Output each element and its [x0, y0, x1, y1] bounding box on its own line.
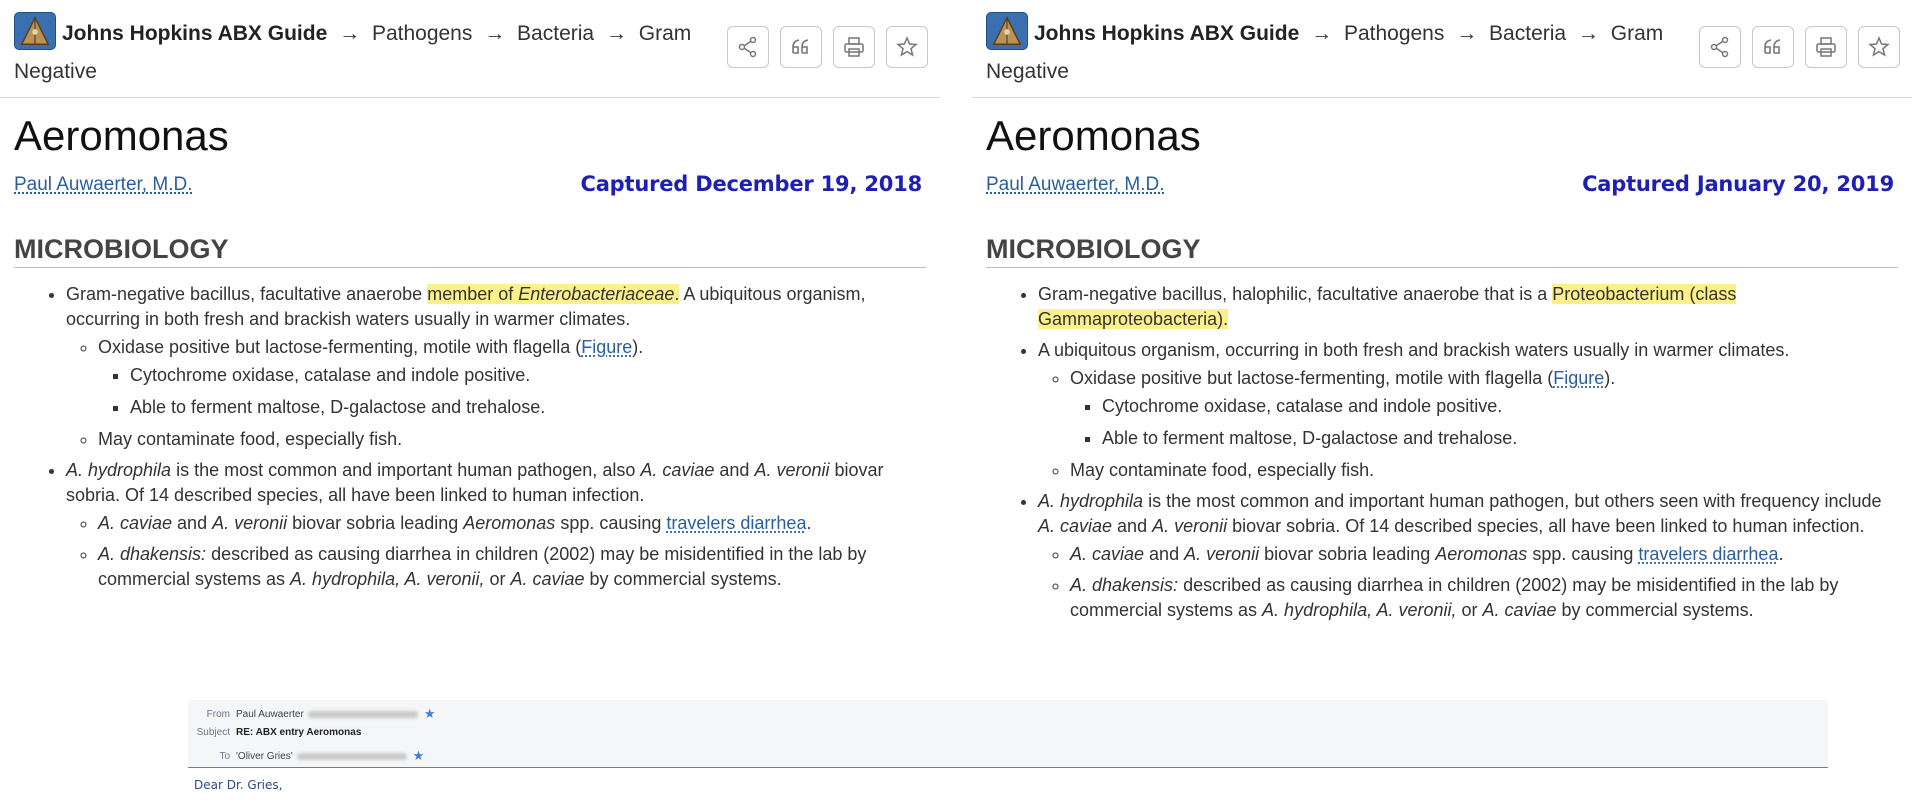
travelers-diarrhea-link[interactable]: travelers diarrhea: [666, 513, 807, 533]
breadcrumb-arrow: →: [1311, 22, 1333, 45]
microbiology-content: [40, 282, 918, 598]
favorite-button[interactable]: [886, 26, 928, 68]
list-item: ◦ May contaminate food, especially fish.: [98, 427, 918, 452]
email-snippet: [188, 700, 1828, 805]
quote-icon: [789, 35, 813, 59]
abx-logo-icon[interactable]: [14, 12, 56, 50]
email-header: [188, 700, 1828, 768]
breadcrumb-bacteria[interactable]: Bacteria: [1489, 22, 1567, 45]
list-item: ◦ A. dhakensis: described as causing diarrhea in children (2002) may be misidentified in the lab by commercial systems as A. hydrophila, A. veronii, or A. caviae by commercial systems.: [1070, 573, 1890, 623]
figure-link[interactable]: Figure: [1553, 368, 1605, 388]
breadcrumb-site[interactable]: Johns Hopkins ABX Guide: [1034, 22, 1300, 45]
page-title: Aeromonas: [14, 112, 229, 159]
list-item: ◦ Oxidase positive but lactose-fermenting, motile with flagella (Figure). ▪ Cytochrome oxidase, catalase and indole positive. ▪ Able to ferment maltose, D-galactose and trehalose.: [1070, 366, 1890, 451]
list-item: ▪ Cytochrome oxidase, catalase and indole positive.: [1102, 394, 1890, 419]
list-item: ◦ Oxidase positive but lactose-fermenting, motile with flagella (Figure). ▪ Cytochrome oxidase, catalase and indole positive. ▪ Able to ferment maltose, D-galactose and trehalose.: [98, 335, 918, 420]
star-icon[interactable]: ★: [412, 748, 425, 763]
to-label: To: [219, 750, 230, 762]
header-bar: [972, 0, 1912, 98]
figure-link[interactable]: Figure: [581, 337, 633, 357]
list-item: ▪ Able to ferment maltose, D-galactose and trehalose.: [1102, 426, 1890, 451]
favorite-button[interactable]: [1858, 26, 1900, 68]
star-icon: [895, 35, 919, 59]
list-item: • A. hydrophila is the most common and important human pathogen, also A. caviae and A. veronii biovar sobria. Of 14 described species, all have been linked to human infection. ◦ A. caviae and A. veronii biovar sobria leading Aeromonas spp. causing travelers diarrhea. ◦ A. dhakensis: described as causing diarrhea in children (2002) may be misidentified in the lab by commercial systems as A. hydrophila, A. veronii, or A. caviae by commercial systems.: [66, 458, 918, 592]
section-heading: MICROBIOLOGY: [986, 234, 1898, 268]
email-from-row: [188, 706, 435, 722]
from-label: From: [206, 708, 230, 720]
highlighted-text: Proteobacterium (class Gammaproteobacteria).: [1038, 284, 1737, 329]
breadcrumb-bacteria[interactable]: Bacteria: [517, 22, 595, 45]
list-item: • Gram-negative bacillus, halophilic, facultative anaerobe that is a Proteobacterium (class Gammaproteobacteria).: [1038, 282, 1890, 332]
capture-date: Captured January 20, 2019: [1582, 172, 1894, 196]
breadcrumb-pathogens[interactable]: Pathogens: [371, 22, 473, 45]
breadcrumb-arrow: →: [339, 22, 361, 45]
list-item: ▪ Able to ferment maltose, D-galactose and trehalose.: [130, 395, 918, 420]
list-item: • A ubiquitous organism, occurring in both fresh and brackish waters usually in warmer climates. ◦ Oxidase positive but lactose-fermenting, motile with flagella (Figure). ▪ Cytochrome oxidase, catalase and indole positive. ▪ Able to ferment maltose, D-galactose and trehalose. ◦ May contaminate food, especially fish.: [1038, 338, 1890, 483]
toolbar: [1699, 26, 1900, 68]
cite-button[interactable]: [1752, 26, 1794, 68]
star-icon[interactable]: ★: [423, 706, 436, 721]
breadcrumb-arrow: →: [1577, 22, 1599, 45]
header-bar: [0, 0, 940, 98]
print-button[interactable]: [1805, 26, 1847, 68]
breadcrumb-gram[interactable]: Gram: [638, 22, 692, 45]
list-item: ▪ Cytochrome oxidase, catalase and indole positive.: [130, 363, 918, 388]
panel-december-2018: [0, 0, 940, 680]
capture-date: Captured December 19, 2018: [580, 172, 922, 196]
breadcrumb-arrow: →: [1456, 22, 1478, 45]
print-icon: [1814, 35, 1838, 59]
author-link[interactable]: Paul Auwaerter, M.D.: [986, 174, 1165, 195]
page-title: Aeromonas: [986, 112, 1201, 159]
panel-january-2019: [972, 0, 1912, 680]
email-subject-row: [188, 727, 361, 738]
travelers-diarrhea-link[interactable]: travelers diarrhea: [1638, 544, 1779, 564]
redacted-email: [308, 711, 418, 718]
share-button[interactable]: [1699, 26, 1741, 68]
print-button[interactable]: [833, 26, 875, 68]
list-item: • Gram-negative bacillus, facultative anaerobe member of Enterobacteriaceae. A ubiquitous organism, occurring in both fresh and brackish waters usually in warmer climates. ◦ Oxidase positive but lactose-fermenting, motile with flagella (Figure). ▪ Cytochrome oxidase, catalase and indole positive. ▪ Able to ferment maltose, D-galactose and trehalose. ◦ May contaminate food, especially fish.: [66, 282, 918, 452]
print-icon: [842, 35, 866, 59]
breadcrumb-negative[interactable]: Negative: [14, 60, 97, 83]
quote-icon: [1761, 35, 1785, 59]
email-to-row: [188, 748, 424, 764]
to-name[interactable]: 'Oliver Gries': [236, 750, 293, 762]
cite-button[interactable]: [780, 26, 822, 68]
author-link[interactable]: Paul Auwaerter, M.D.: [14, 174, 193, 195]
microbiology-content: [1012, 282, 1890, 629]
list-item: ◦ A. dhakensis: described as causing diarrhea in children (2002) may be misidentified in the lab by commercial systems as A. hydrophila, A. veronii, or A. caviae by commercial systems.: [98, 542, 918, 592]
breadcrumb-negative[interactable]: Negative: [986, 60, 1069, 83]
toolbar: [727, 26, 928, 68]
breadcrumb-site[interactable]: Johns Hopkins ABX Guide: [62, 22, 328, 45]
breadcrumb-pathogens[interactable]: Pathogens: [1343, 22, 1445, 45]
share-button[interactable]: [727, 26, 769, 68]
list-item: ◦ May contaminate food, especially fish.: [1070, 458, 1890, 483]
share-icon: [736, 35, 760, 59]
breadcrumb-arrow: →: [605, 22, 627, 45]
list-item: ◦ A. caviae and A. veronii biovar sobria leading Aeromonas spp. causing travelers diarrhea.: [1070, 542, 1890, 567]
email-subject: RE: ABX entry Aeromonas: [236, 727, 362, 738]
breadcrumb-arrow: →: [484, 22, 506, 45]
email-greeting: Dear Dr. Gries,: [194, 778, 283, 792]
redacted-email: [297, 753, 407, 760]
abx-logo-icon[interactable]: [986, 12, 1028, 50]
subject-label: Subject: [196, 727, 230, 738]
share-icon: [1708, 35, 1732, 59]
star-icon: [1867, 35, 1891, 59]
list-item: ◦ A. caviae and A. veronii biovar sobria leading Aeromonas spp. causing travelers diarrhea.: [98, 511, 918, 536]
section-heading: MICROBIOLOGY: [14, 234, 926, 268]
from-name[interactable]: Paul Auwaerter: [236, 708, 304, 720]
breadcrumb: [14, 14, 702, 83]
list-item: • A. hydrophila is the most common and important human pathogen, but others seen with frequency include A. caviae and A. veronii biovar sobria. Of 14 described species, all have been linked to human infection. ◦ A. caviae and A. veronii biovar sobria leading Aeromonas spp. causing travelers diarrhea. ◦ A. dhakensis: described as causing diarrhea in children (2002) may be misidentified in the lab by commercial systems as A. hydrophila, A. veronii, or A. caviae by commercial systems.: [1038, 489, 1890, 623]
breadcrumb: [986, 14, 1674, 83]
highlighted-text: member of Enterobacteriaceae.: [427, 284, 680, 304]
breadcrumb-gram[interactable]: Gram: [1610, 22, 1664, 45]
